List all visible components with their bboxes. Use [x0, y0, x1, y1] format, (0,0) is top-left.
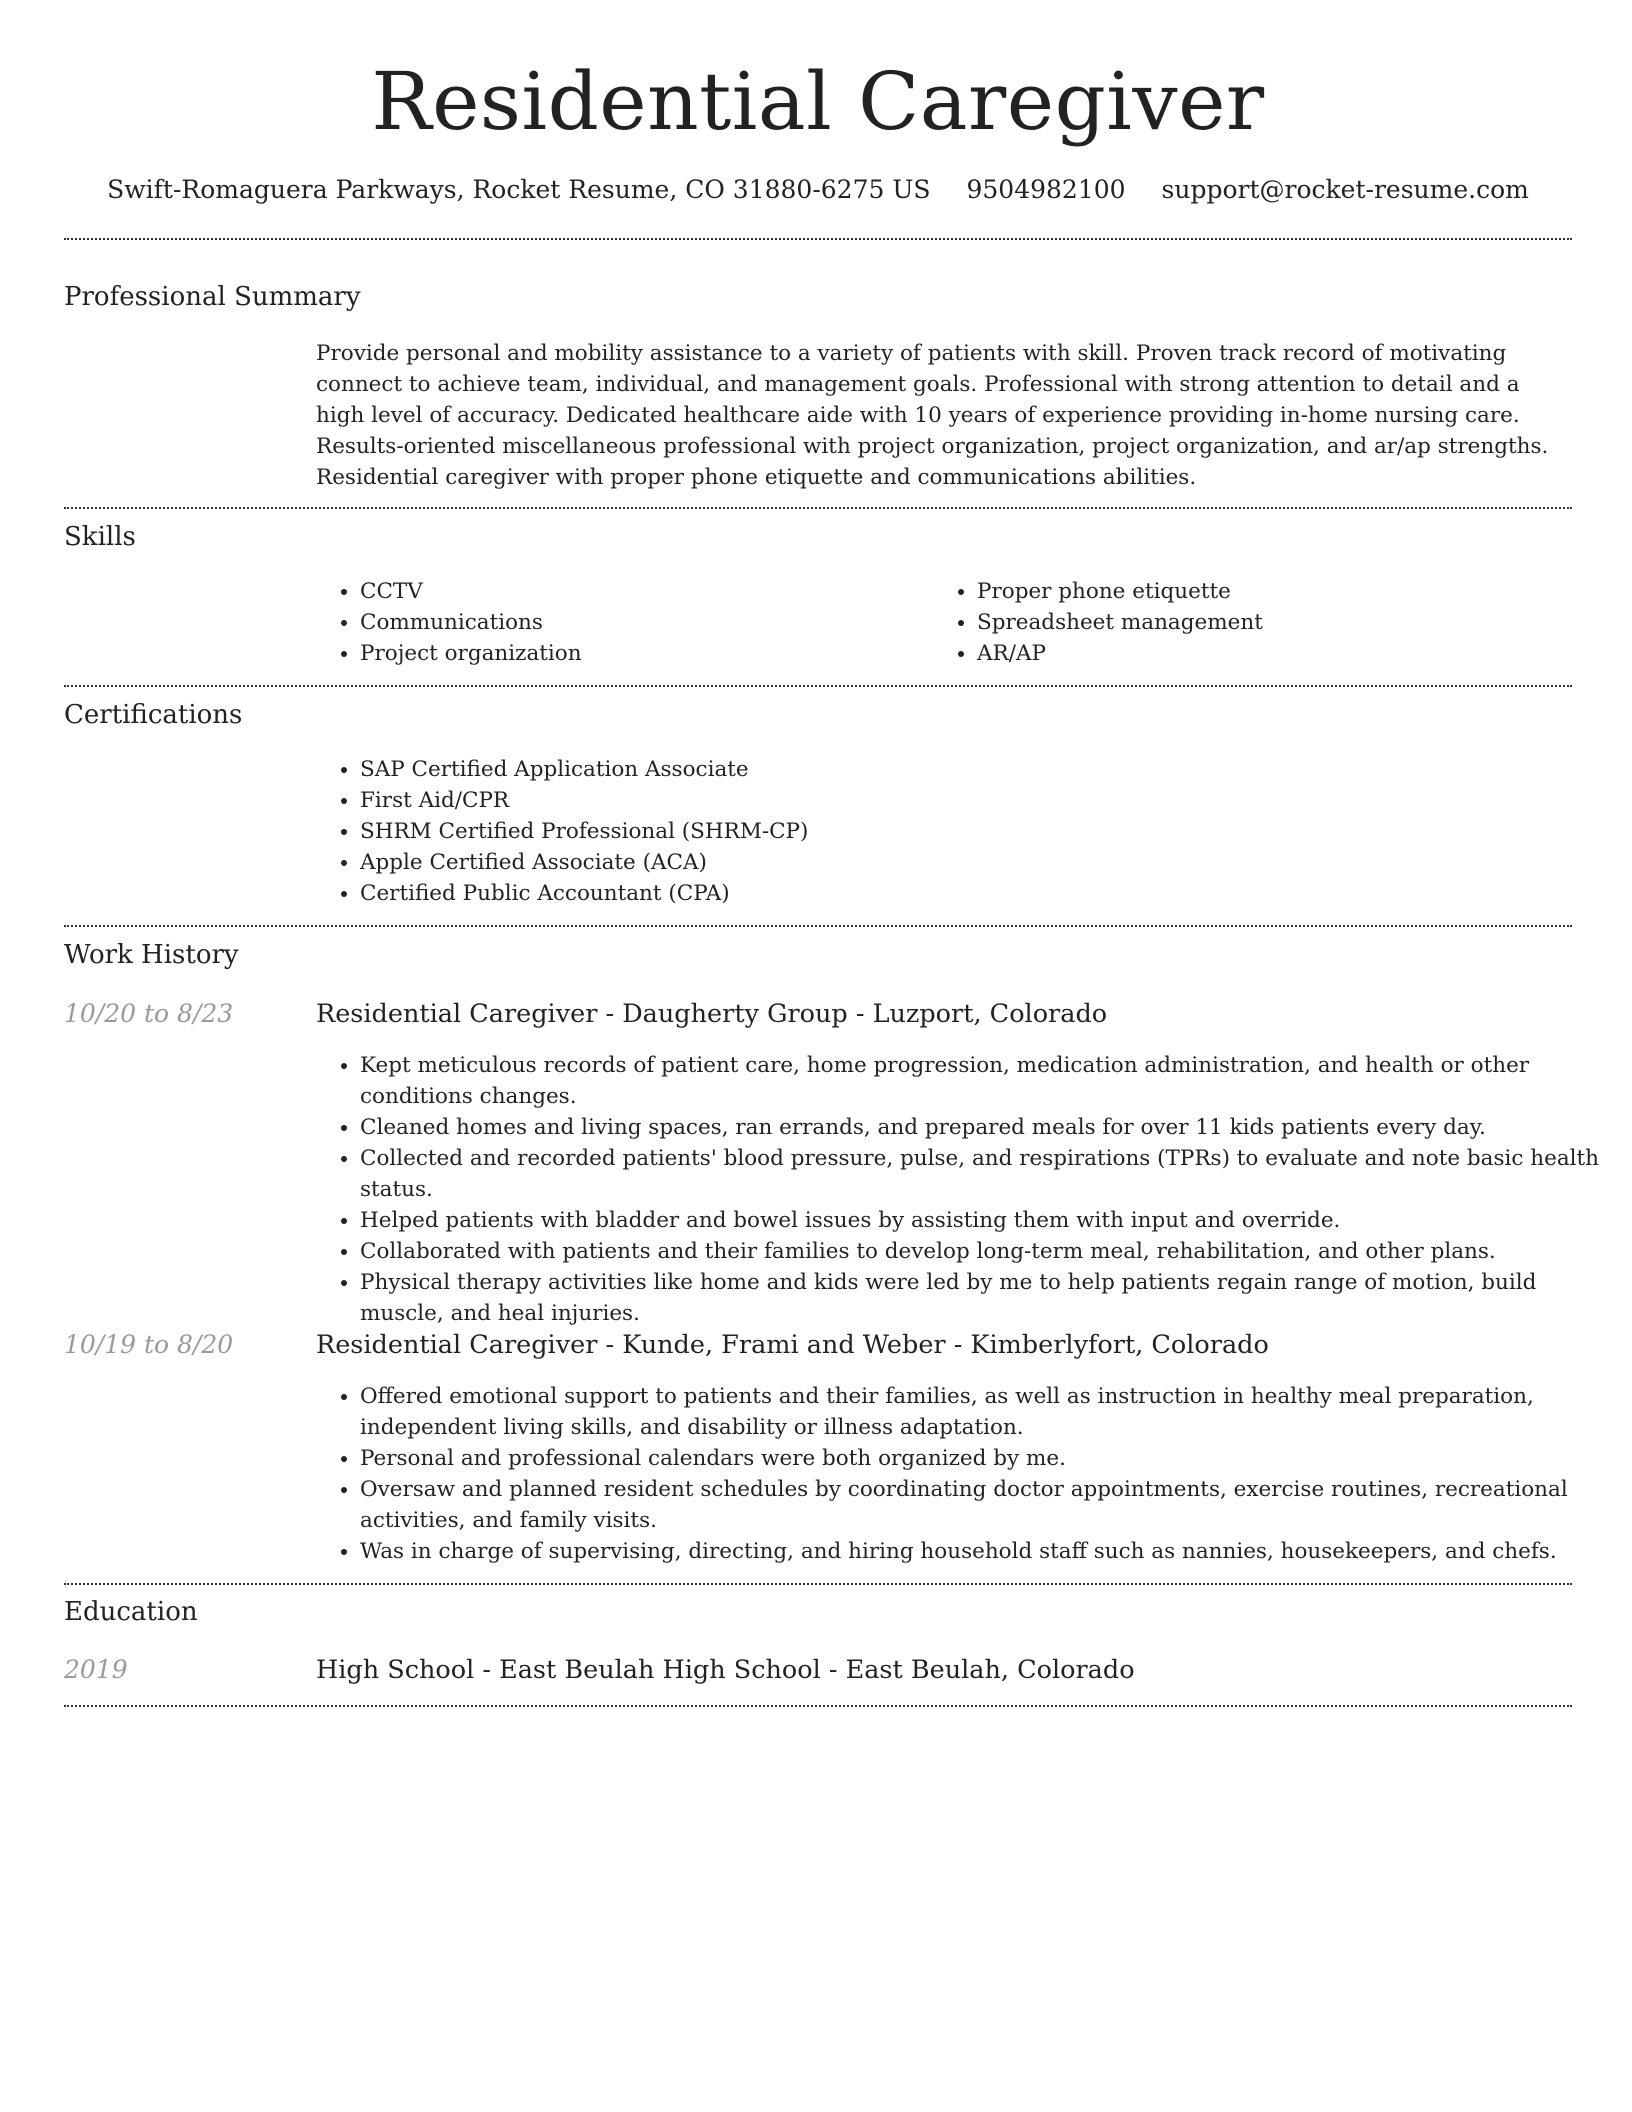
certification-item: • Certified Public Accountant (CPA): [360, 878, 1560, 909]
certifications-list: [316, 754, 1560, 909]
contact-line: [64, 170, 1572, 210]
job-bullet: • Physical therapy activities like home and kids were led by me to help patients regain range of motion, build muscle, and heal injuries.: [360, 1267, 1616, 1329]
job-bullets: [316, 1050, 1616, 1329]
job-bullet: • Cleaned homes and living spaces, ran errands, and prepared meals for over 11 kids patients every day.: [360, 1112, 1616, 1143]
skill-item: • AR/AP: [977, 638, 1577, 669]
education-heading: High School - East Beulah High School - East Beulah, Colorado: [316, 1655, 1135, 1685]
divider: [64, 685, 1572, 687]
job-bullet: • Collaborated with patients and their families to develop long-term meal, rehabilitation, and other plans.: [360, 1236, 1616, 1267]
skill-item: • Project organization: [360, 638, 925, 669]
section-title-skills: Skills: [64, 522, 136, 552]
contact-address: Swift-Romaguera Parkways, Rocket Resume, CO 31880-6275 US: [107, 175, 931, 204]
certification-item: • First Aid/CPR: [360, 785, 1560, 816]
job-bullet: • Collected and recorded patients' blood pressure, pulse, and respirations (TPRs) to evaluate and note basic health status.: [360, 1143, 1616, 1205]
job-bullet: • Oversaw and planned resident schedules by coordinating doctor appointments, exercise routines, recreational activities, and family visits.: [360, 1474, 1616, 1536]
skills-list-right: [933, 576, 1577, 669]
job-bullet: • Helped patients with bladder and bowel issues by assisting them with input and override.: [360, 1205, 1616, 1236]
divider: [64, 1705, 1572, 1707]
certification-item: • SHRM Certified Professional (SHRM-CP): [360, 816, 1560, 847]
job-bullet: • Was in charge of supervising, directing, and hiring household staff such as nannies, housekeepers, and chefs.: [360, 1536, 1616, 1567]
contact-email: support@rocket-resume.com: [1161, 175, 1529, 204]
job-bullets: [316, 1381, 1616, 1567]
divider: [64, 925, 1572, 927]
job-heading: Residential Caregiver - Kunde, Frami and Weber - Kimberlyfort, Colorado: [316, 1330, 1269, 1360]
divider: [64, 238, 1572, 240]
skills-list-left: [316, 576, 925, 669]
summary-text: Provide personal and mobility assistance to a variety of patients with skill. Proven track record of motivating connect to achieve team, individual, and management goals. Professional with strong attention to detail and a high level of accuracy. Dedicated healthcare aide with 10 years of experience providing in-home nursing care. Results-oriented miscellaneous professional with project organization, project organization, and ar/ap strengths. Residential caregiver with proper phone etiquette and communications abilities.: [316, 341, 1549, 490]
section-title-education: Education: [64, 1597, 198, 1627]
skill-item: • CCTV: [360, 576, 925, 607]
job-heading: Residential Caregiver - Daugherty Group - Luzport, Colorado: [316, 999, 1108, 1029]
contact-phone: 9504982100: [966, 175, 1126, 204]
resume-name: Residential Caregiver: [371, 55, 1265, 148]
education-date: 2019: [64, 1655, 128, 1684]
divider: [64, 1583, 1572, 1585]
job-bullet: • Kept meticulous records of patient care, home progression, medication administration, and health or other conditions changes.: [360, 1050, 1616, 1112]
skill-item: • Proper phone etiquette: [977, 576, 1577, 607]
divider: [64, 507, 1572, 509]
certification-item: • Apple Certified Associate (ACA): [360, 847, 1560, 878]
job-bullet: • Personal and professional calendars were both organized by me.: [360, 1443, 1616, 1474]
job-dates: 10/19 to 8/20: [64, 1330, 234, 1359]
skill-item: • Communications: [360, 607, 925, 638]
job-dates: 10/20 to 8/23: [64, 999, 234, 1028]
section-title-work-history: Work History: [64, 940, 239, 970]
skill-item: • Spreadsheet management: [977, 607, 1577, 638]
job-bullet: • Offered emotional support to patients and their families, as well as instruction in healthy meal preparation, independent living skills, and disability or illness adaptation.: [360, 1381, 1616, 1443]
section-title-certifications: Certifications: [64, 700, 243, 730]
certification-item: • SAP Certified Application Associate: [360, 754, 1560, 785]
section-title-summary: Professional Summary: [64, 282, 361, 312]
